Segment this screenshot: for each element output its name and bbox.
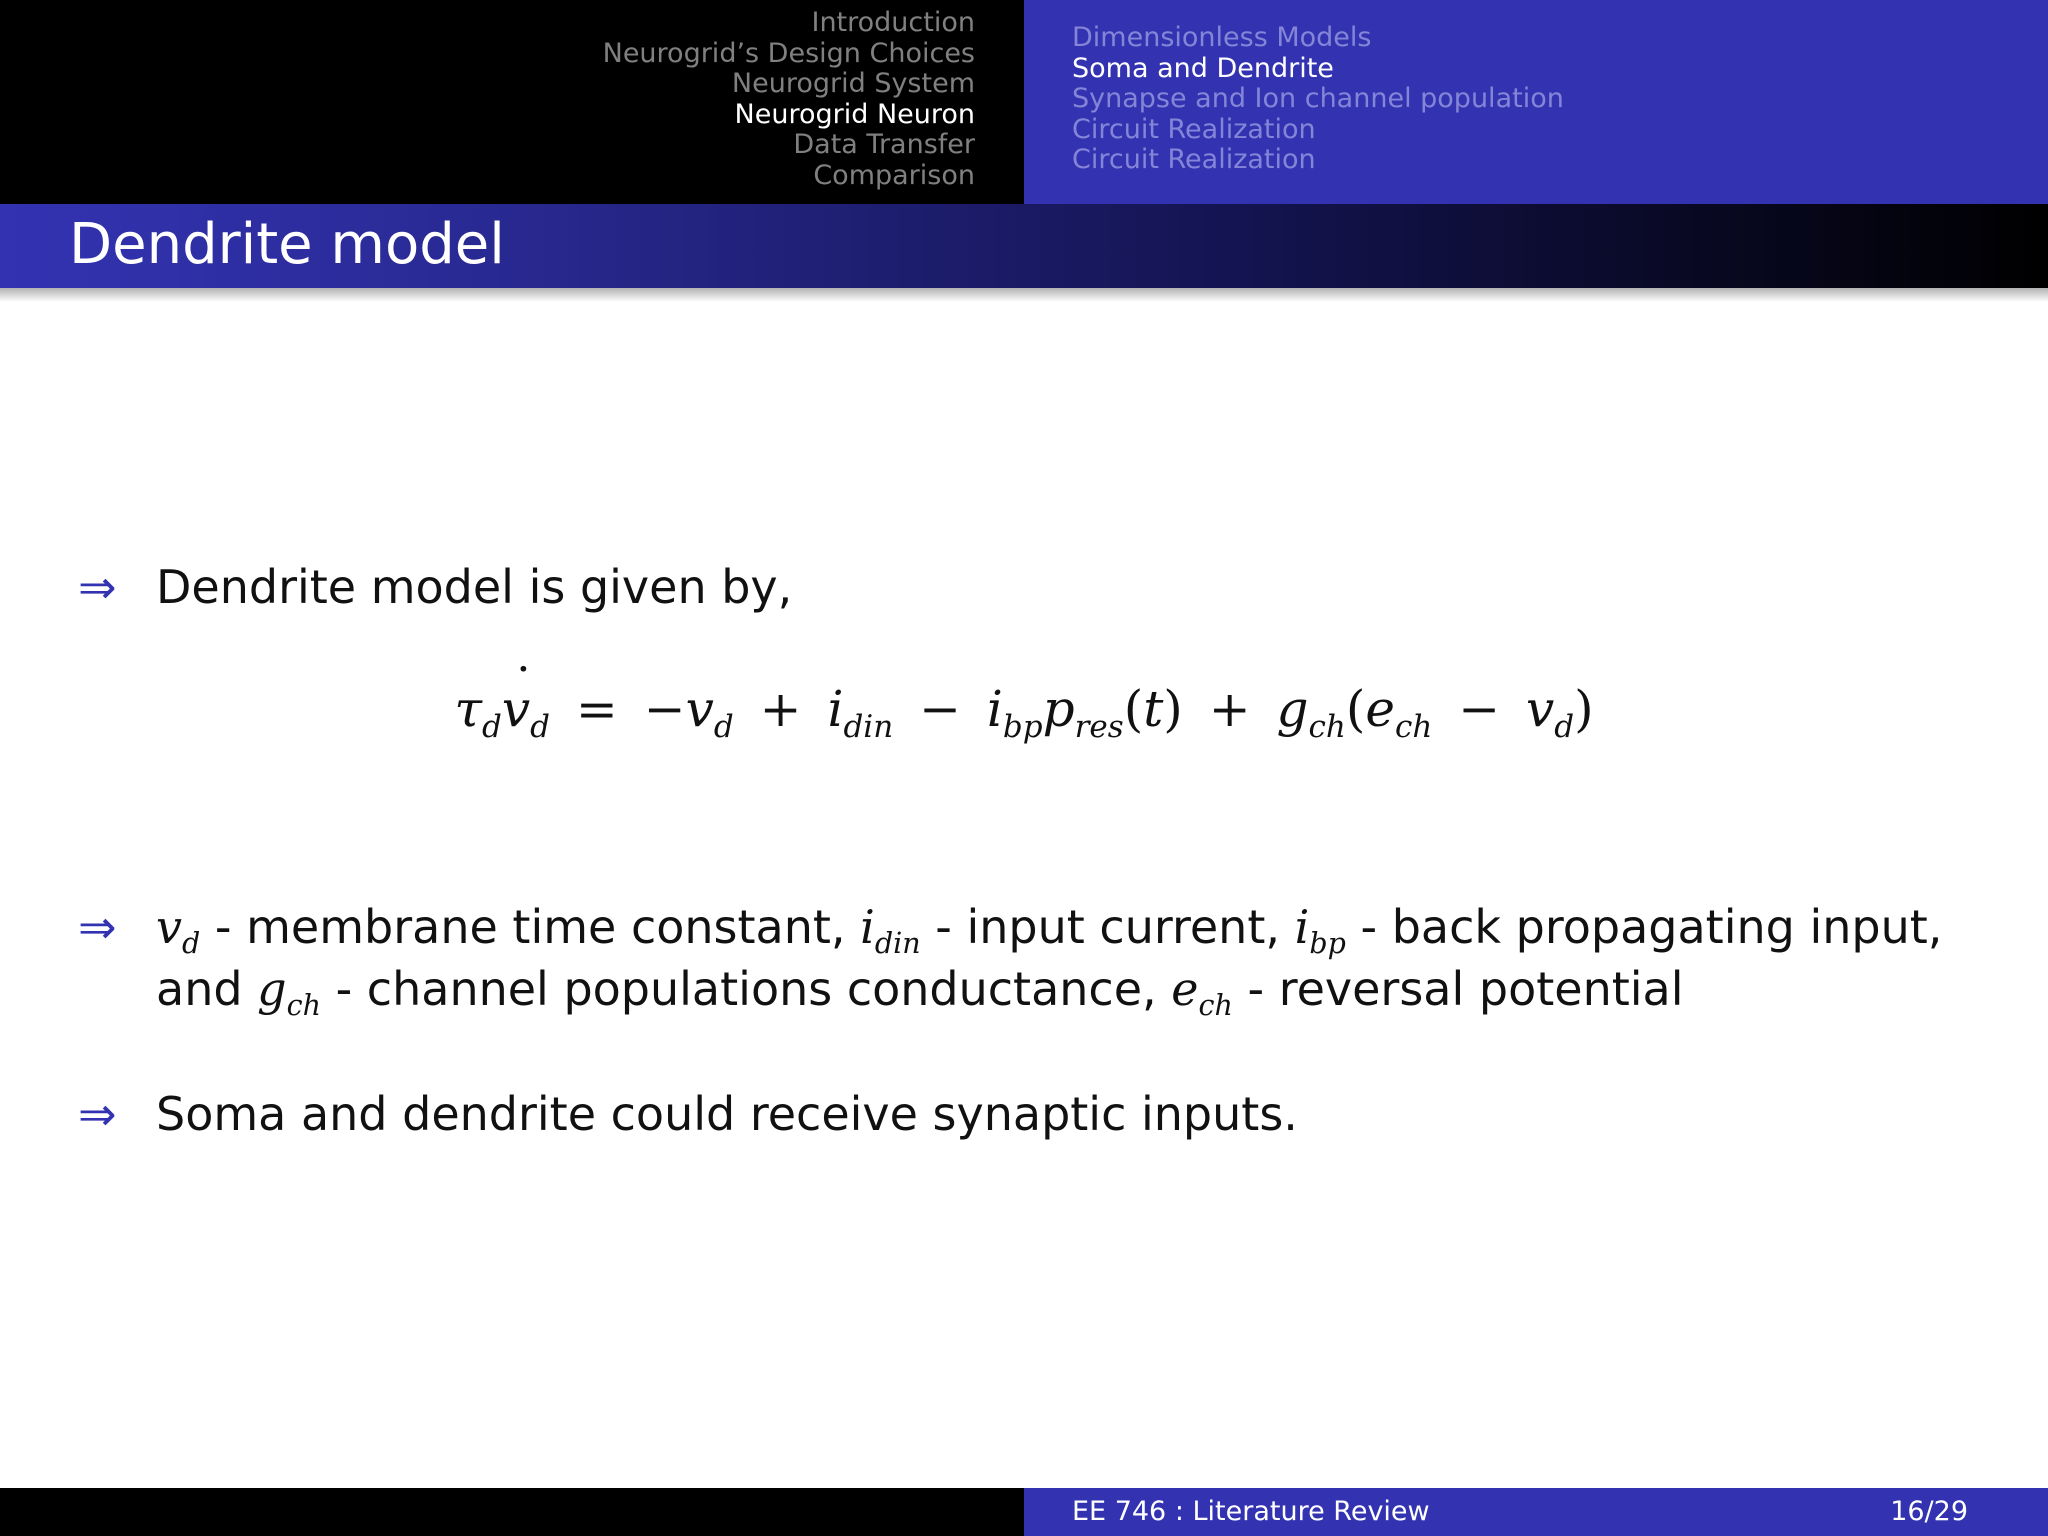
eq-equals: = (575, 680, 618, 738)
implies-arrow-icon: ⇒ (78, 900, 117, 954)
eq-p-sub: res (1074, 708, 1124, 745)
footer-right (1024, 1488, 2048, 1536)
var-i-bp-sub: bp (1309, 926, 1346, 960)
footer-left (0, 1488, 1024, 1536)
nav-section-neurogrid-neuron[interactable]: Neurogrid Neuron (734, 98, 975, 130)
bullet-2-text (156, 896, 1988, 1020)
var-i-bp: i (1294, 900, 1310, 954)
implies-arrow-icon: ⇒ (78, 1087, 117, 1141)
var-v: v (156, 900, 182, 954)
eq-p: p (1042, 680, 1075, 738)
eq-i-bp-sub: bp (1002, 708, 1043, 745)
eq-v-sub: d (713, 708, 734, 745)
eq-minus-2: − (919, 680, 961, 738)
var-i-din-sub: din (874, 926, 921, 960)
nav-subsection-dimensionless-models[interactable]: Dimensionless Models (1072, 22, 1372, 53)
bullet-3 (78, 1083, 1298, 1145)
eq-minus-1: − (643, 680, 686, 738)
var-i-din: i (860, 900, 875, 954)
bullet-1 (78, 556, 792, 618)
var-v-sub: d (182, 926, 201, 960)
nav-subsection-soma-dendrite[interactable]: Soma and Dendrite (1072, 52, 1334, 84)
eq-i-din: i (827, 680, 844, 738)
bullet-2-t4: - channel populations conductance, (320, 962, 1172, 1016)
eq-g-sub: ch (1308, 708, 1346, 745)
var-g: g (257, 962, 287, 1016)
eq-tau: τ (454, 680, 483, 738)
subsection-nav-panel (1024, 0, 2048, 204)
eq-v-2: v (1526, 680, 1555, 738)
nav-section-data-transfer[interactable]: Data Transfer (793, 129, 975, 160)
eq-g: g (1276, 680, 1309, 738)
var-e: e (1171, 962, 1199, 1016)
bullet-3-text: Soma and dendrite could receive synaptic inputs. (156, 1087, 1298, 1141)
nav-subsection-circuit-realization-1[interactable]: Circuit Realization (1072, 113, 1316, 145)
eq-minus-3: − (1458, 680, 1501, 738)
bullet-2 (78, 896, 1988, 1020)
nav-section-design-choices[interactable]: Neurogrid’s Design Choices (602, 37, 975, 69)
eq-e-sub: ch (1394, 708, 1433, 745)
var-g-sub: ch (286, 988, 321, 1022)
eq-tau-sub: d (482, 708, 502, 745)
eq-plus-2: + (1208, 680, 1251, 738)
section-list (603, 8, 975, 191)
eq-e: e (1365, 680, 1395, 738)
eq-lparen-2: ( (1345, 680, 1366, 738)
nav-subsection-synapse-ion-channel[interactable]: Synapse and Ion channel population (1072, 83, 1564, 114)
eq-v: v (685, 680, 714, 738)
eq-lparen-1: ( (1123, 680, 1144, 738)
bullet-2-t1: - membrane time constant, (200, 900, 861, 954)
section-nav-panel (0, 0, 1024, 204)
var-e-sub: ch (1198, 988, 1233, 1022)
dendrite-equation (0, 680, 2048, 745)
bullet-2-t3: - back propagating input, and (156, 900, 1943, 1016)
nav-section-introduction[interactable]: Introduction (811, 7, 975, 38)
frame-title-bar (0, 204, 2048, 288)
eq-i-bp: i (986, 680, 1003, 738)
bullet-2-t2: - input current, (920, 900, 1295, 954)
eq-t: t (1143, 680, 1164, 738)
eq-rparen-1: ) (1163, 680, 1183, 738)
footer-title: EE 746 : Literature Review (1072, 1496, 1430, 1527)
subsection-list (1072, 23, 1564, 176)
implies-arrow-icon: ⇒ (78, 560, 117, 614)
frame-title: Dendrite model (69, 212, 505, 277)
bullet-2-t5: - reversal potential (1232, 962, 1684, 1016)
nav-section-neurogrid-system[interactable]: Neurogrid System (731, 68, 975, 99)
eq-plus-1: + (759, 680, 802, 738)
eq-vdot: ˙ v (502, 680, 530, 738)
eq-i-din-sub: din (843, 708, 894, 745)
bullet-1-text: Dendrite model is given by, (156, 560, 793, 614)
nav-section-comparison[interactable]: Comparison (813, 159, 975, 191)
title-shadow (0, 288, 2048, 302)
page-number: 16/29 (1890, 1496, 1968, 1527)
nav-subsection-circuit-realization-2[interactable]: Circuit Realization (1072, 144, 1316, 175)
eq-vdot-sub: d (530, 708, 550, 745)
eq-v-2-sub: d (1554, 708, 1575, 745)
eq-rparen-2: ) (1574, 680, 1594, 738)
